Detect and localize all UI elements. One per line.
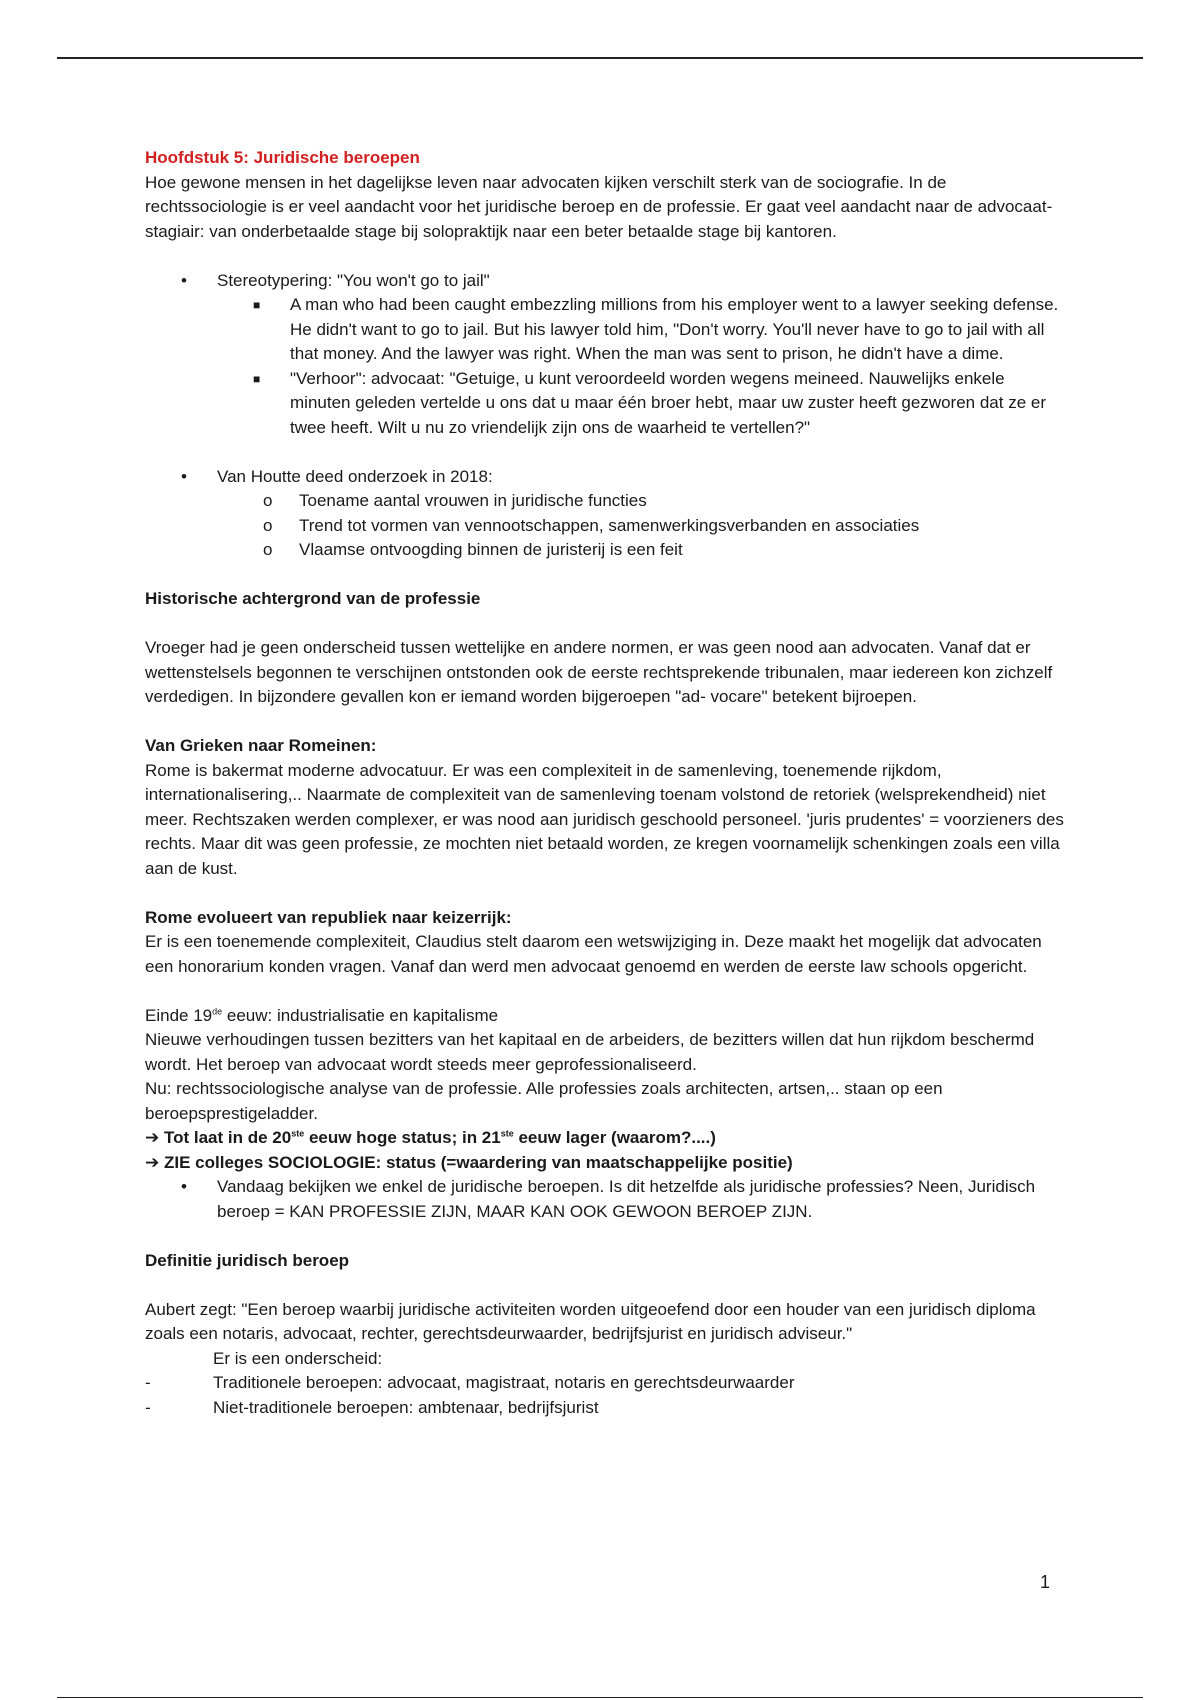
section-paragraph: Aubert zegt: "Een beroep waarbij juridische activiteiten worden uitgeoefend door een houder van een juridisch diploma zoals een notaris, advocaat, rechter, gerechtsdeurwaarder, bedrijfsjurist en juridisch adviseur." bbox=[145, 1299, 1036, 1343]
circle-bullet-icon: o bbox=[263, 515, 273, 535]
section-heading: Rome evolueert van republiek naar keizerrijk: bbox=[145, 907, 512, 927]
header-rule bbox=[57, 57, 1143, 59]
circle-bullet-icon: o bbox=[263, 491, 273, 510]
bullet-list bbox=[145, 1175, 1065, 1224]
list-item-text: "Verhoor": advocaat: "Getuige, u kunt veroordeeld worden wegens meineed. Nauwelijks enkele minuten geleden vertelde u ons dat u maar één broer hebt, maar uw zuster heeft gezworen dat ze er twee heeft. Wilt u nu zo vriendelijk zijn ons de waarheid te vertellen?" bbox=[290, 368, 1047, 437]
square-bullet-icon: ■ bbox=[253, 298, 261, 312]
section-subline: Er is een onderscheid: bbox=[213, 1348, 383, 1368]
dash-list bbox=[145, 1371, 1065, 1420]
circle-bullet-icon: o bbox=[263, 540, 273, 559]
section-heading: Einde 19de eeuw: industrialisatie en kapitalisme bbox=[145, 1005, 499, 1025]
list-item-text: A man who had been caught embezzling millions from his employer went to a lawyer seeking defense. He didn't want to go to jail. But his lawyer told him, "Don't worry. You'll never have to go to jail with all that money. And the lawyer was right. When the man was sent to prison, he didn't have a dime. bbox=[290, 295, 1059, 363]
section-paragraph: Er is een toenemende complexiteit, Claudius stelt daarom een wetswijziging in. Deze maakt het mogelijk dat advocaten een honorarium konden vragen. Vanaf dan werd men advocaat genoemd en werden de eerste law schools opgericht. bbox=[145, 932, 1042, 976]
bullet-list bbox=[145, 465, 1065, 563]
dash-bullet-icon: - bbox=[145, 1373, 151, 1392]
page-title: Hoofdstuk 5: Juridische beroepen bbox=[145, 148, 420, 167]
section-heading: Definitie juridisch beroep bbox=[145, 1250, 350, 1270]
bullet-icon: • bbox=[181, 1177, 187, 1196]
section-paragraph: Nieuwe verhoudingen tussen bezitters van het kapitaal en de arbeiders, de bezitters willen dat hun rijkdom beschermd wordt. Het beroep van advocaat wordt steeds meer geprofessionaliseerd. bbox=[145, 1030, 1035, 1074]
page-number: 1 bbox=[1040, 1572, 1051, 1592]
footer-rule bbox=[57, 1697, 1143, 1698]
square-bullet-icon: ■ bbox=[253, 371, 261, 386]
list-item bbox=[145, 1175, 1065, 1224]
list-item bbox=[145, 269, 1065, 441]
dash-bullet-icon: - bbox=[145, 1397, 151, 1417]
list-item bbox=[145, 489, 1065, 514]
list-item bbox=[145, 1396, 1065, 1421]
list-item bbox=[145, 465, 1065, 563]
bullet-icon: • bbox=[181, 270, 187, 290]
arrow-note: ➔ Tot laat in de 20ste eeuw hoge status; in 21ste eeuw lager (waarom?....) bbox=[145, 1128, 716, 1147]
list-item bbox=[145, 514, 1065, 539]
list-item bbox=[145, 1371, 1065, 1396]
list-item bbox=[145, 367, 1065, 441]
arrow-icon: ➔ bbox=[145, 1152, 160, 1172]
list-item-text: Traditionele beroepen: advocaat, magistraat, notaris en gerechtsdeurwaarder bbox=[213, 1373, 795, 1392]
document-body bbox=[145, 146, 1065, 1420]
section-heading: Historische achtergrond van de professie bbox=[145, 589, 481, 608]
section-paragraph: Vroeger had je geen onderscheid tussen wettelijke en andere normen, er was geen nood aan advocaten. Vanaf dat er wettenstelsels begonnen te verschijnen ontstonden ook de eerste rechtsprekende tribunalen, maar iedereen kon zichzelf verdedigen. In bijzondere gevallen kon er iemand worden bijgeroepen "ad- vocare" betekent bijroepen. bbox=[145, 638, 1053, 706]
list-item-text: Trend tot vormen van vennootschappen, samenwerkingsverbanden en associaties bbox=[299, 515, 920, 535]
list-item-text: Vandaag bekijken we enkel de juridische beroepen. Is dit hetzelfde als juridische professies? Neen, Juridisch beroep = KAN PROFESSIE ZIJN, MAAR KAN OOK GEWOON BEROEP ZIJN. bbox=[217, 1177, 1036, 1221]
list-item bbox=[145, 538, 1065, 563]
list-item-label: Stereotypering: "You won't go to jail" bbox=[217, 270, 490, 290]
arrow-note: ➔ ZIE colleges SOCIOLOGIE: status (=waardering van maatschappelijke positie) bbox=[145, 1152, 793, 1172]
list-item-text: Niet-traditionele beroepen: ambtenaar, bedrijfsjurist bbox=[213, 1397, 599, 1417]
bullet-list bbox=[145, 269, 1065, 441]
bullet-icon: • bbox=[181, 466, 187, 486]
arrow-icon: ➔ bbox=[145, 1128, 160, 1147]
intro-paragraph: Hoe gewone mensen in het dagelijkse leven naar advocaten kijken verschilt sterk van de sociografie. In de rechtssociologie is er veel aandacht voor het juridische beroep en de professie. Er gaat veel aandacht naar de advocaat-stagiair: van onderbetaalde stage bij solopraktijk naar een beter betaalde stage bij kantoren. bbox=[145, 172, 1053, 241]
list-item-label: Van Houtte deed onderzoek in 2018: bbox=[217, 466, 493, 486]
section-paragraph: Rome is bakermat moderne advocatuur. Er was een complexiteit in de samenleving, toenemende rijkdom, internationalisering,.. Naarmate de complexiteit van de samenleving toenam volstond de retoriek (welsprekendheid) niet meer. Rechtszaken werden complexer, er was nood aan juridisch geschoold personeel. 'juris prudentes' = voorzieners des rechts. Maar dit was geen professie, ze mochten niet betaald worden, ze kregen voornamelijk schenkingen zoals een villa aan de kust. bbox=[145, 760, 1064, 878]
list-item-text: Vlaamse ontvoogding binnen de juristerij is een feit bbox=[299, 540, 683, 559]
section-paragraph: Nu: rechtssociologische analyse van de professie. Alle professies zoals architecten, artsen,.. staan op een beroepsprestigeladder. bbox=[145, 1079, 943, 1123]
list-item bbox=[145, 293, 1065, 367]
list-item-text: Toename aantal vrouwen in juridische functies bbox=[299, 491, 647, 510]
section-heading: Van Grieken naar Romeinen: bbox=[145, 736, 377, 755]
